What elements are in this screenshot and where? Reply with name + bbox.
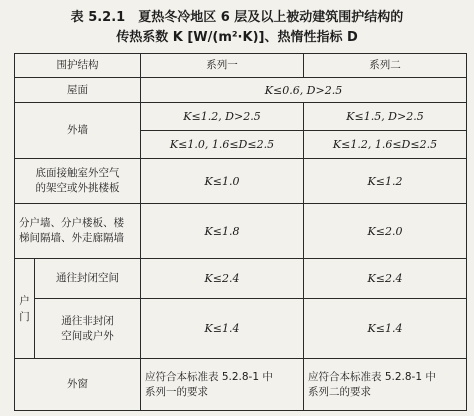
window-s1 (141, 359, 304, 411)
header-structure: 围护结构 (15, 54, 141, 78)
floor-outdoor-s2: K≤1.2 (304, 159, 467, 204)
window-label: 外窗 (15, 359, 141, 411)
door-enclosed-s1: K≤2.4 (141, 259, 304, 299)
exterior-wall-label: 外墙 (15, 103, 141, 159)
window-s2-line-2: 系列二的要求 (308, 385, 371, 398)
exterior-wall-s1-b: K≤1.0, 1.6≤D≤2.5 (141, 131, 304, 159)
exterior-wall-s1-a: K≤1.2, D>2.5 (141, 103, 304, 131)
window-s1-line-1: 应符合本标准表 5.2.8-1 中 (145, 370, 273, 383)
partition-label-line-2: 梯间隔墙、外走廊隔墙 (19, 232, 124, 244)
header-series-1: 系列一 (141, 54, 304, 78)
exterior-wall-s2-a: K≤1.5, D>2.5 (304, 103, 467, 131)
window-s1-line-2: 系列一的要求 (145, 385, 208, 398)
door-open-s2: K≤1.4 (304, 299, 467, 359)
table-row-exterior-wall-a (15, 103, 467, 131)
door-open-s1: K≤1.4 (141, 299, 304, 359)
table-row-floor-outdoor (15, 159, 467, 204)
door-open-label (35, 299, 141, 359)
door-label-char-1: 户 (19, 294, 30, 307)
door-enclosed-label: 通往封闭空间 (35, 259, 141, 299)
floor-outdoor-s1: K≤1.0 (141, 159, 304, 204)
table-row-window (15, 359, 467, 411)
table-row-door-open (15, 299, 467, 359)
caption-line-2: 传热系数 K [W/(m²·K)]、热惰性指标 D (116, 30, 358, 45)
table-row-partition (15, 204, 467, 259)
partition-s2: K≤2.0 (304, 204, 467, 259)
window-s2 (304, 359, 467, 411)
door-label (15, 259, 35, 359)
table-caption (0, 8, 474, 48)
roof-value: K≤0.6, D>2.5 (141, 78, 467, 103)
partition-label (15, 204, 141, 259)
header-series-2: 系列二 (304, 54, 467, 78)
door-open-label-line-1: 通往非封闭 (61, 314, 114, 327)
roof-label: 屋面 (15, 78, 141, 103)
floor-outdoor-label-line-2: 的架空或外挑楼板 (35, 182, 120, 194)
table-row-door-enclosed (15, 259, 467, 299)
caption-line-1: 表 5.2.1 夏热冬冷地区 6 层及以上被动建筑围护结构的 (70, 10, 404, 25)
thermal-spec-table (14, 53, 467, 411)
floor-outdoor-label (15, 159, 141, 204)
door-enclosed-s2: K≤2.4 (304, 259, 467, 299)
door-label-char-2: 门 (19, 310, 30, 323)
exterior-wall-s2-b: K≤1.2, 1.6≤D≤2.5 (304, 131, 467, 159)
door-open-label-line-2: 空间或户外 (61, 329, 114, 342)
window-s2-line-1: 应符合本标准表 5.2.8-1 中 (308, 370, 436, 383)
table-header-row (15, 54, 467, 78)
partition-label-line-1: 分户墙、分户楼板、楼 (19, 217, 124, 229)
partition-s1: K≤1.8 (141, 204, 304, 259)
floor-outdoor-label-line-1: 底面接触室外空气 (35, 167, 120, 179)
table-row-roof (15, 78, 467, 103)
